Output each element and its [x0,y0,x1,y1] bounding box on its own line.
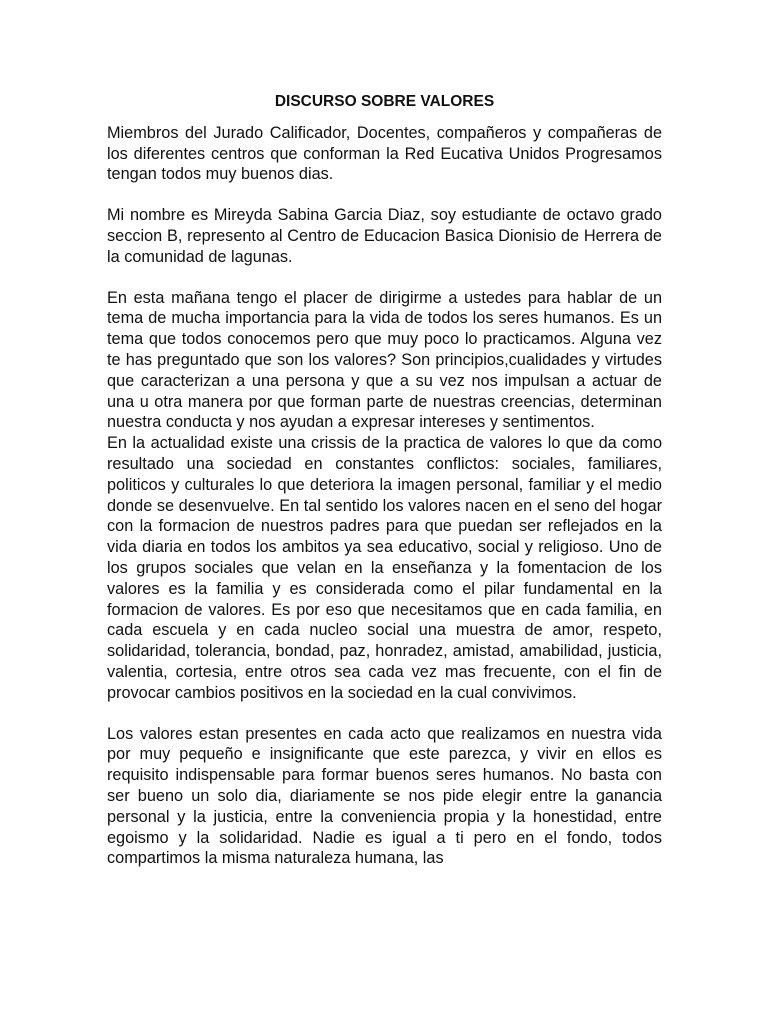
document-title: DISCURSO SOBRE VALORES [274,93,495,110]
paragraph-greeting: Miembros del Jurado Calificador, Docentes, compañeros y compañeras de los diferentes centros que conforman la Red Eucativa Unidos Progresamos tengan todos muy buenos dias. [107,123,662,184]
paragraph-values-crisis: En la actualidad existe una crissis de la practica de valores lo que da como resultado una sociedad en constantes conflictos: sociales, familiares, politicos y culturales lo que deteriora la imagen personal, familiar y el medio donde se desenvuelve. En tal sentido los valores nacen en el seno del hogar con la formacion de nuestros padres para que puedan ser reflejados en la vida diaria en todos los ambitos ya sea educativo, social y religioso. Uno de los grupos sociales que velan en la enseñanza y la fomentacion de los valores es la familia y es considerada como el pilar fundamental en la formacion de valores. Es por eso que necesitamos que en cada familia, en cada escuela y en cada nucleo social una muestra de amor, respeto, solidaridad, tolerancia, bondad, paz, honradez, amistad, amabilidad, justicia, valentia, cortesia, entre otros sea cada vez mas frecuente, con el fin de provocar cambios positivos en la sociedad en la cual convivimos. [107,434,662,702]
paragraph-introduction: Mi nombre es Mireyda Sabina Garcia Diaz, soy estudiante de octavo grado seccion B, represento al Centro de Educacion Basica Dionisio de Herrera de la comunidad de lagunas. [107,206,662,266]
document-page [107,92,662,869]
paragraph-values-daily-life: Los valores estan presentes en cada acto que realizamos en nuestra vida por muy pequeño e insignificante que este parezca, y vivir en ellos es requisito indispensable para formar buenos seres humanos. No basta con ser bueno un solo dia, diariamente se nos pide elegir entre la ganancia personal y la justicia, entre la conveniencia propia y la honestidad, entre egoismo y la solidaridad. Nadie es igual a ti pero en el fondo, todos compartimos la misma naturaleza humana, las [107,724,662,868]
paragraph-values-definition: En esta mañana tengo el placer de dirigirme a ustedes para hablar de un tema de mucha importancia para la vida de todos los seres humanos. Es un tema que todos conocemos pero que muy poco lo practicamos. Alguna vez te has preguntado que son los valores? Son principios,cualidades y virtudes que caracterizan a una persona y que a su vez nos impulsan a actuar de una u otra manera por que forman parte de nuestras creencias, determinan nuestra conducta y nos ayudan a expresar intereses y sentimentos. [107,288,662,432]
